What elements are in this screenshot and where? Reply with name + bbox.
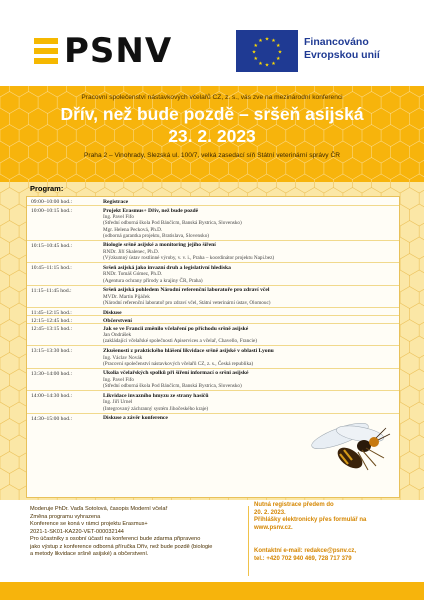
conference-date: 23. 2. 2023 bbox=[168, 126, 256, 146]
program-item-detail: MVDr. Martin Pijáček bbox=[103, 293, 150, 300]
program-time: 14:30–15:00 hod.: bbox=[31, 415, 73, 422]
program-time: 12:15–12:45 hod.: bbox=[31, 318, 73, 324]
eu-flag-icon bbox=[236, 30, 298, 72]
program-item-detail: Ing. Pavel Fifo bbox=[103, 376, 134, 383]
program-time: 10:45–11:15 hod.: bbox=[31, 265, 72, 272]
footer-note-line: Pro účastníky s osobní účastí na konferenci bude zdarma připraveno bbox=[30, 536, 201, 542]
footer-notes bbox=[30, 506, 240, 559]
program-item-title: Projekt Erasmus+ Dřív, než bude pozdě bbox=[103, 207, 199, 214]
title-banner bbox=[0, 86, 424, 182]
program-item-detail: RNDr. Tomáš Gómez, Ph.D. bbox=[103, 271, 163, 278]
header-logos bbox=[0, 0, 424, 86]
program-item-detail: Ing. Pavel Fifo bbox=[103, 214, 134, 221]
contact-info bbox=[254, 548, 400, 574]
eu-star-icon: ★ bbox=[258, 38, 263, 45]
program-time: 13:15–13:30 hod.: bbox=[31, 348, 73, 355]
program-row bbox=[27, 197, 399, 205]
program-item-detail: (Integrovaný záchranný systém Jihočeského kraje) bbox=[103, 405, 209, 412]
program-row bbox=[27, 205, 399, 241]
eu-funding-logo bbox=[236, 30, 390, 72]
program-item-title: Zkušenosti z praktického hlášení likvidace sršně asijské v oblasti Lyonu bbox=[103, 347, 274, 354]
program-time: 14:00–14:30 hod.: bbox=[31, 393, 73, 400]
eu-star-icon: ★ bbox=[264, 36, 270, 43]
registration-line: 20. 2. 2023. bbox=[254, 509, 286, 516]
hornet-icon bbox=[302, 414, 392, 484]
program-item-detail: (odborná garantka projektu, Bratislava, Slovensko) bbox=[103, 232, 210, 239]
footer-divider bbox=[248, 506, 249, 576]
eu-star-icon: ★ bbox=[271, 60, 276, 67]
program-item-detail: Jan Ondrášek bbox=[103, 332, 132, 339]
program-row bbox=[27, 285, 399, 308]
eu-funding-line2: Evropskou unií bbox=[304, 49, 380, 61]
program-item-detail: (zakládající včelařské společnosti Apiservices a včelař, Chavello, Francie) bbox=[103, 338, 257, 345]
eu-star-icon: ★ bbox=[258, 60, 263, 67]
psnv-logo-text: PSNV bbox=[64, 31, 173, 71]
footer-note-line: jako výstup z konference odborná příručka Dřív, než bude pozdě (biologie bbox=[30, 543, 213, 550]
program-row bbox=[27, 240, 399, 263]
eu-star-icon: ★ bbox=[253, 56, 258, 62]
eu-star-icon: ★ bbox=[276, 43, 281, 49]
footer-note-line: Změna programu vyhrazena bbox=[30, 513, 101, 520]
program-row bbox=[27, 345, 399, 368]
eu-funding-line1: Financováno bbox=[304, 36, 369, 48]
footer-band bbox=[0, 582, 424, 600]
program-item-detail: (Výzkumný ústav rostlinné výroby, v. v. i., Praha – koordinátor projektu Napi.bez) bbox=[103, 255, 275, 262]
program-item-title: Diskuse bbox=[103, 309, 122, 316]
contact-line: tel.: +420 702 940 469, 728 717 379 bbox=[254, 555, 352, 562]
conference-venue: Praha 2 – Vinohrady, Slezská ul. 100/7, velká zasedací síň Státní veterinární správy ČR bbox=[84, 152, 340, 159]
program-item-detail: (Střední odborná škola Pod Bánčícm, Banská Bystrica, Slovensko) bbox=[103, 220, 242, 227]
program-item-detail: (Národní referenční laboratoř pro zdraví včel, Státní veterinární ústav, Olomouc) bbox=[103, 299, 271, 306]
eu-star-icon: ★ bbox=[277, 49, 283, 56]
eu-star-icon: ★ bbox=[253, 43, 258, 49]
program-time: 12:45–13:15 hod.: bbox=[31, 326, 73, 332]
eu-star-icon: ★ bbox=[276, 56, 281, 62]
program-label: Program: bbox=[30, 184, 64, 193]
eu-funding-text bbox=[304, 36, 380, 62]
program-item-detail: (Agentura ochrany přírody a krajiny ČR, Praha) bbox=[103, 277, 203, 284]
program-time: 10:15–10:45 hod.: bbox=[31, 242, 73, 249]
registration-line: Přihlášky elektronicky přes formulář na bbox=[254, 517, 367, 523]
program-section bbox=[0, 182, 424, 500]
program-time: 13:30–14:00 hod.: bbox=[31, 370, 73, 377]
program-item-title: Sršeň asijská jako invazní druh a legislativní hlediska bbox=[103, 264, 231, 271]
program-item-detail: (Pracovní společenství nástavkových včelařů CZ, z. s., Česká republika) bbox=[103, 360, 254, 367]
program-item-title: Ukolia včelařských spolků při šíření informací o sršni asijské bbox=[103, 370, 249, 377]
program-item-title: Registrace bbox=[103, 198, 129, 205]
program-item-detail: Ing. Jiří Urnel bbox=[103, 399, 133, 406]
footer-note-line: a metody likvidace sršně asijské) a občerstvení. bbox=[30, 551, 149, 557]
program-item-title: Diskuse a závěr konference bbox=[103, 415, 168, 422]
registration-info bbox=[254, 502, 400, 536]
program-time: 09:00–10:00 hod.: bbox=[31, 199, 73, 205]
program-item-detail: RNDr. Jiří Skalenec, Ph.D. bbox=[103, 248, 160, 255]
program-item-title: Likvidace invazního hmyzu ze strany hasičů bbox=[103, 392, 209, 399]
program-item-title: Občerstvení bbox=[103, 317, 132, 324]
program-item-detail: Ing. Václav Novák bbox=[103, 354, 143, 361]
footer-note-line: Moderuje PhDr. Vaďa Sotolová, časopis Moderní včelař bbox=[30, 506, 168, 512]
eu-star-icon: ★ bbox=[251, 49, 257, 56]
program-row bbox=[27, 323, 399, 346]
program-time: 10:00–10:15 hod.: bbox=[31, 208, 73, 214]
program-time: 11:15–11:45 hod.: bbox=[31, 287, 72, 294]
contact-line: Kontaktní e-mail: redakce@psnv.cz, bbox=[254, 548, 357, 554]
program-item-detail: Mgr. Helena Pecková, Ph.D. bbox=[103, 226, 163, 233]
registration-line: Nutná registrace předem do bbox=[254, 502, 334, 508]
program-item-title: Biologie sršně asijské a monitoring jejího šíření bbox=[103, 242, 216, 249]
footer-note-line: 2021-1-SK01-KA220-VET-000032144 bbox=[30, 528, 124, 535]
footer-note-line: Konference se koná v rámci projektu Erasmus+ bbox=[30, 521, 148, 527]
program-row bbox=[27, 368, 399, 391]
program-item-detail: (Střední odborná škola Pod Bánčícm, Banská Bystrica, Slovensko) bbox=[103, 383, 242, 390]
program-item-title: Jak se ve Francii změnilo včelaření po příchodu sršně asijské bbox=[103, 325, 249, 332]
program-row bbox=[27, 390, 399, 413]
program-time: 11:45–12:15 hod.: bbox=[31, 310, 72, 316]
conference-title: Dřív, než bude pozdě – sršeň asijská bbox=[60, 104, 364, 124]
eu-star-icon: ★ bbox=[271, 38, 276, 45]
eu-star-icon: ★ bbox=[264, 62, 270, 69]
footer bbox=[0, 500, 424, 600]
registration-line: www.psnv.cz. bbox=[254, 524, 293, 531]
program-item-title: Sršeň asijská pohledem Národní referenční laboratoře pro zdraví včel bbox=[103, 287, 270, 294]
invitation-text: Pracovní společenství nástavkových včelařů CZ, z. s., vás zve na mezinárodní konferenci bbox=[81, 94, 343, 101]
program-row bbox=[27, 262, 399, 285]
